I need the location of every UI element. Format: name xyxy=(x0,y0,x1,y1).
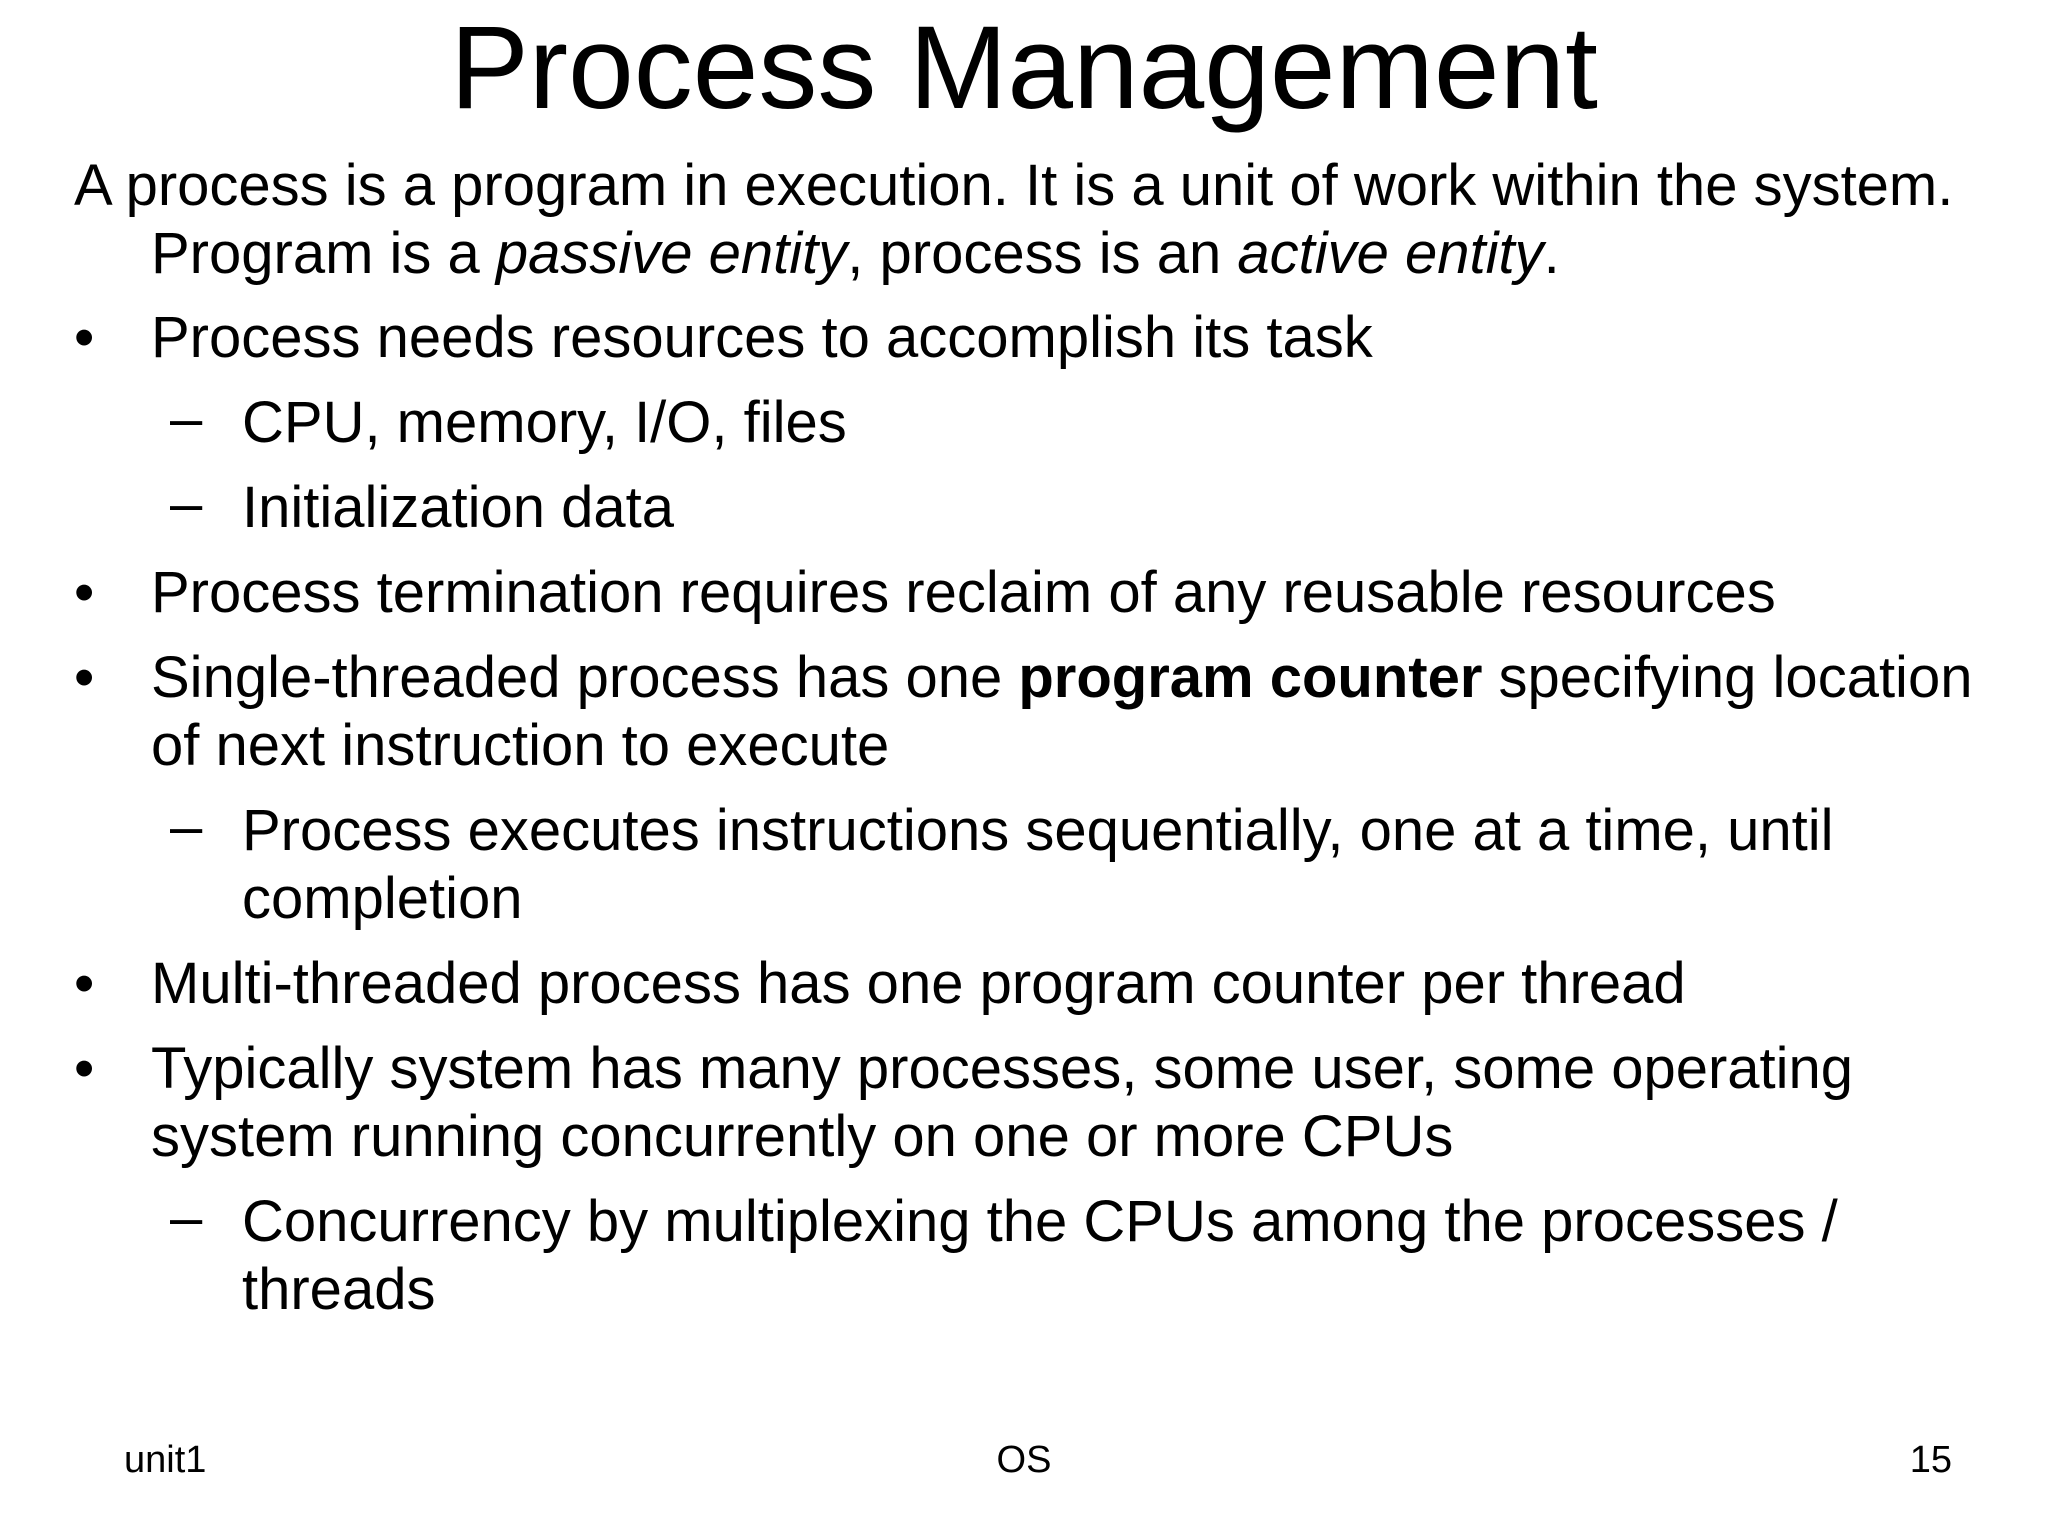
bullet-item xyxy=(74,1035,2034,1171)
bullet-text-after: specifying location of next instruction to execute xyxy=(151,645,1973,778)
bullet-bold-program-counter: program counter xyxy=(1018,645,1483,710)
sub-bullet-text: Process executes instructions sequentially, one at a time, until completion xyxy=(242,798,1834,931)
intro-paragraph xyxy=(74,152,2034,288)
footer-course: OS xyxy=(996,1439,1052,1481)
intro-text-2: , process is an xyxy=(847,221,1238,286)
sub-bullet-item xyxy=(74,386,2034,457)
intro-text-3: . xyxy=(1543,221,1560,286)
sub-bullet-text: Concurrency by multiplexing the CPUs among the processes / threads xyxy=(242,1189,1838,1322)
bullet-text: Process termination requires reclaim of any reusable resources xyxy=(151,560,1776,625)
slide-title: Process Management xyxy=(450,2,1598,134)
bullet-mark: • xyxy=(74,1036,95,1101)
sub-bullet-item xyxy=(74,471,2034,542)
intro-text-1: A process is a program in execution. It is a unit of work within the system. Program is a xyxy=(74,153,1954,286)
bullet-mark: • xyxy=(74,645,95,710)
bullet-item xyxy=(74,950,2034,1018)
slide-body xyxy=(74,152,2034,1341)
bullet-mark: • xyxy=(74,560,95,625)
bullet-mark: • xyxy=(74,951,95,1016)
bullet-item xyxy=(74,559,2034,627)
dash-mark: – xyxy=(170,386,203,451)
bullet-text-before: Single-threaded process has one xyxy=(151,645,1019,710)
dash-mark: – xyxy=(170,794,203,859)
intro-italic-active: active entity xyxy=(1237,221,1544,286)
bullet-text: Multi-threaded process has one program counter per thread xyxy=(151,951,1686,1016)
bullet-text: Typically system has many processes, some user, some operating system running concurrently on one or more CPUs xyxy=(151,1036,1854,1169)
sub-bullet-text: CPU, memory, I/O, files xyxy=(242,390,847,455)
sub-bullet-item xyxy=(74,794,2034,933)
footer-page-number: 15 xyxy=(1909,1439,1952,1481)
sub-bullet-text: Initialization data xyxy=(242,475,675,540)
bullet-mark: • xyxy=(74,305,95,370)
bullet-item xyxy=(74,644,2034,780)
dash-mark: – xyxy=(170,471,203,536)
sub-bullet-item xyxy=(74,1185,2034,1324)
footer-unit: unit1 xyxy=(124,1439,207,1481)
intro-italic-passive: passive entity xyxy=(495,221,848,286)
bullet-text: Process needs resources to accomplish its task xyxy=(151,305,1373,370)
dash-mark: – xyxy=(170,1185,203,1250)
bullet-item xyxy=(74,304,2034,372)
